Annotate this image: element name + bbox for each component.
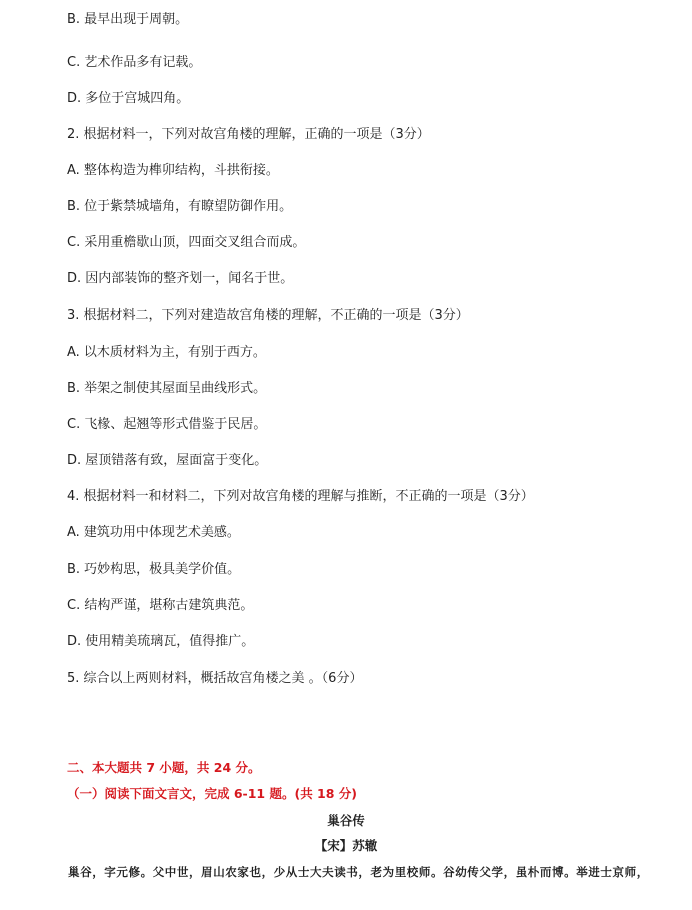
passage-title: 巢谷传 [327, 813, 365, 828]
q3-option-d: D. 屋顶错落有致，屋面富于变化。 [67, 453, 268, 468]
q4-option-b: B. 巧妙构思，极具美学价值。 [67, 562, 241, 577]
q1-option-d: D. 多位于宫城四角。 [67, 91, 190, 106]
q3-stem: 3. 根据材料二，下列对建造故宫角楼的理解，不正确的一项是（3分） [67, 308, 469, 323]
q3-option-a: A. 以木质材料为主，有别于西方。 [67, 345, 266, 360]
q2-stem: 2. 根据材料一，下列对故宫角楼的理解，正确的一项是（3分） [67, 127, 430, 142]
q2-option-b: B. 位于紫禁城墙角，有瞭望防御作用。 [67, 199, 293, 214]
q2-option-a: A. 整体构造为榫卯结构，斗拱衔接。 [67, 163, 279, 178]
q5-stem: 5. 综合以上两则材料，概括故宫角楼之美 。（6分） [67, 671, 363, 686]
q1-option-c: C. 艺术作品多有记载。 [67, 55, 202, 70]
q4-stem: 4. 根据材料一和材料二，下列对故宫角楼的理解与推断，不正确的一项是（3分） [67, 489, 534, 504]
q3-option-c: C. 飞椽、起翘等形式借鉴于民居。 [67, 417, 267, 432]
q4-option-a: A. 建筑功用中体现艺术美感。 [67, 525, 240, 540]
q1-option-b: B. 最早出现于周朝。 [67, 12, 189, 27]
passage-author: 【宋】苏辙 [314, 838, 378, 853]
section-2-subheading: （一）阅读下面文言文，完成 6-11 题。(共 18 分) [67, 786, 358, 801]
q2-option-c: C. 采用重檐歇山顶，四面交叉组合而成。 [67, 235, 306, 250]
q2-option-d: D. 因内部装饰的整齐划一，闻名于世。 [67, 271, 294, 286]
q3-option-b: B. 举架之制使其屋面呈曲线形式。 [67, 381, 267, 396]
q4-option-c: C. 结构严谨，堪称古建筑典范。 [67, 598, 254, 613]
q4-option-d: D. 使用精美琉璃瓦，值得推广。 [67, 634, 255, 649]
section-2-heading: 二、本大题共 7 小题，共 24 分。 [67, 760, 261, 775]
passage-text-line: 巢谷，字元修。父中世，眉山农家也，少从士大夫读书，老为里校师。谷幼传父学，虽朴而博。举进士京师， [68, 865, 649, 879]
